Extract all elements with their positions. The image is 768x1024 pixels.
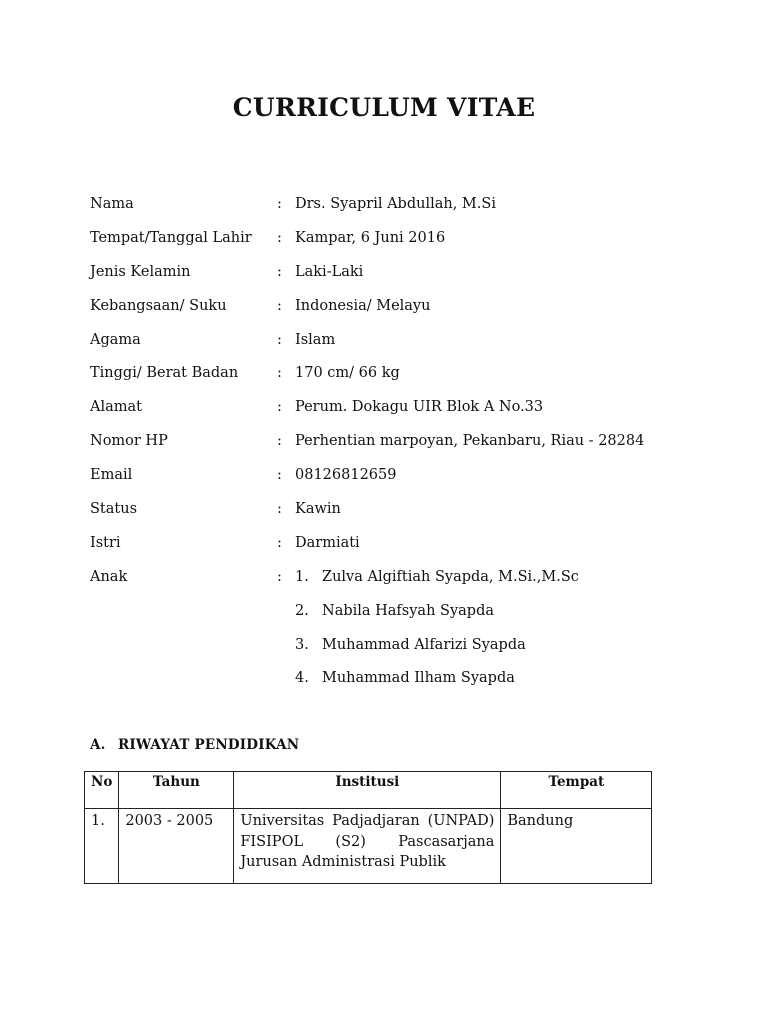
list-item xyxy=(295,600,690,634)
info-label: Status xyxy=(90,501,138,518)
child-name: Muhammad Alfarizi Syapda xyxy=(322,636,526,653)
info-value: Islam xyxy=(295,331,336,348)
education-table xyxy=(84,771,652,884)
cell-year: 2003 - 2005 xyxy=(119,809,234,884)
info-colon: : xyxy=(277,331,282,348)
info-label: Anak xyxy=(90,568,128,585)
cell-no: 1. xyxy=(85,809,119,884)
list-item xyxy=(295,566,690,600)
info-row-phone xyxy=(90,430,690,464)
info-value: Darmiati xyxy=(295,534,360,551)
info-row-nama xyxy=(90,193,690,227)
child-name: Muhammad Ilham Syapda xyxy=(322,670,515,687)
page-title: CURRICULUM VITAE xyxy=(232,93,536,122)
info-label: Jenis Kelamin xyxy=(90,263,191,280)
info-row-address xyxy=(90,396,690,430)
personal-info-section xyxy=(90,193,690,701)
section-letter: A. xyxy=(90,737,106,753)
info-value: Drs. Syapril Abdullah, M.Si xyxy=(295,196,496,212)
list-item xyxy=(295,634,690,668)
info-value: Kawin xyxy=(295,501,341,518)
info-row-status xyxy=(90,498,690,532)
info-row-birth xyxy=(90,227,690,261)
info-row-religion xyxy=(90,329,690,363)
info-colon: : xyxy=(277,229,282,246)
info-row-email xyxy=(90,464,690,498)
info-colon: : xyxy=(277,501,282,518)
child-number: 3. xyxy=(295,636,309,653)
info-value: Perum. Dokagu UIR Blok A No.33 xyxy=(295,399,544,416)
info-value: 170 cm/ 66 kg xyxy=(295,365,400,382)
child-name: Zulva Algiftiah Syapda, M.Si.,M.Sc xyxy=(322,568,579,585)
table-header-row xyxy=(85,772,652,809)
info-row-children xyxy=(90,566,690,702)
column-header-no: No xyxy=(85,772,119,809)
info-label: Agama xyxy=(90,331,141,348)
info-colon: : xyxy=(277,467,282,484)
education-heading xyxy=(90,737,299,753)
cell-institution: Universitas Padjadjaran (UNPAD) FISIPOL (S2) Pascasarjana Jurusan Administrasi Publik xyxy=(234,809,501,884)
child-name: Nabila Hafsyah Syapda xyxy=(322,602,495,619)
info-colon: : xyxy=(277,263,282,280)
info-colon: : xyxy=(277,568,282,585)
info-row-gender xyxy=(90,261,690,295)
info-row-nationality xyxy=(90,295,690,329)
column-header-institution: Institusi xyxy=(234,772,501,809)
info-colon: : xyxy=(277,297,282,314)
column-header-year: Tahun xyxy=(119,772,234,809)
column-header-place: Tempat xyxy=(501,772,652,809)
info-value: 08126812659 xyxy=(295,467,397,484)
table-row xyxy=(85,809,652,884)
info-value: Kampar, 6 Juni 2016 xyxy=(295,229,446,246)
info-label: Nomor HP xyxy=(90,433,168,450)
info-label: Istri xyxy=(90,534,121,551)
info-colon: : xyxy=(277,534,282,551)
child-number: 1. xyxy=(295,568,309,585)
info-value: Perhentian marpoyan, Pekanbaru, Riau - 28284 xyxy=(295,433,645,450)
section-heading-text: RIWAYAT PENDIDIKAN xyxy=(118,737,300,753)
info-label: Tempat/Tanggal Lahir xyxy=(90,229,252,246)
info-colon: : xyxy=(277,365,282,382)
cell-place: Bandung xyxy=(501,809,652,884)
info-colon: : xyxy=(277,433,282,450)
info-label: Kebangsaan/ Suku xyxy=(90,297,227,314)
info-colon: : xyxy=(277,399,282,416)
child-number: 2. xyxy=(295,602,309,619)
info-label: Alamat xyxy=(90,399,142,416)
info-row-spouse xyxy=(90,532,690,566)
info-label: Tinggi/ Berat Badan xyxy=(90,365,239,382)
info-row-height-weight xyxy=(90,362,690,396)
info-value: Indonesia/ Melayu xyxy=(295,297,431,314)
list-item xyxy=(295,667,690,701)
info-colon: : xyxy=(277,196,282,212)
info-label: Nama xyxy=(90,196,134,212)
info-value: Laki-Laki xyxy=(295,263,364,280)
info-label: Email xyxy=(90,467,133,484)
child-number: 4. xyxy=(295,670,309,687)
children-list xyxy=(295,566,690,702)
